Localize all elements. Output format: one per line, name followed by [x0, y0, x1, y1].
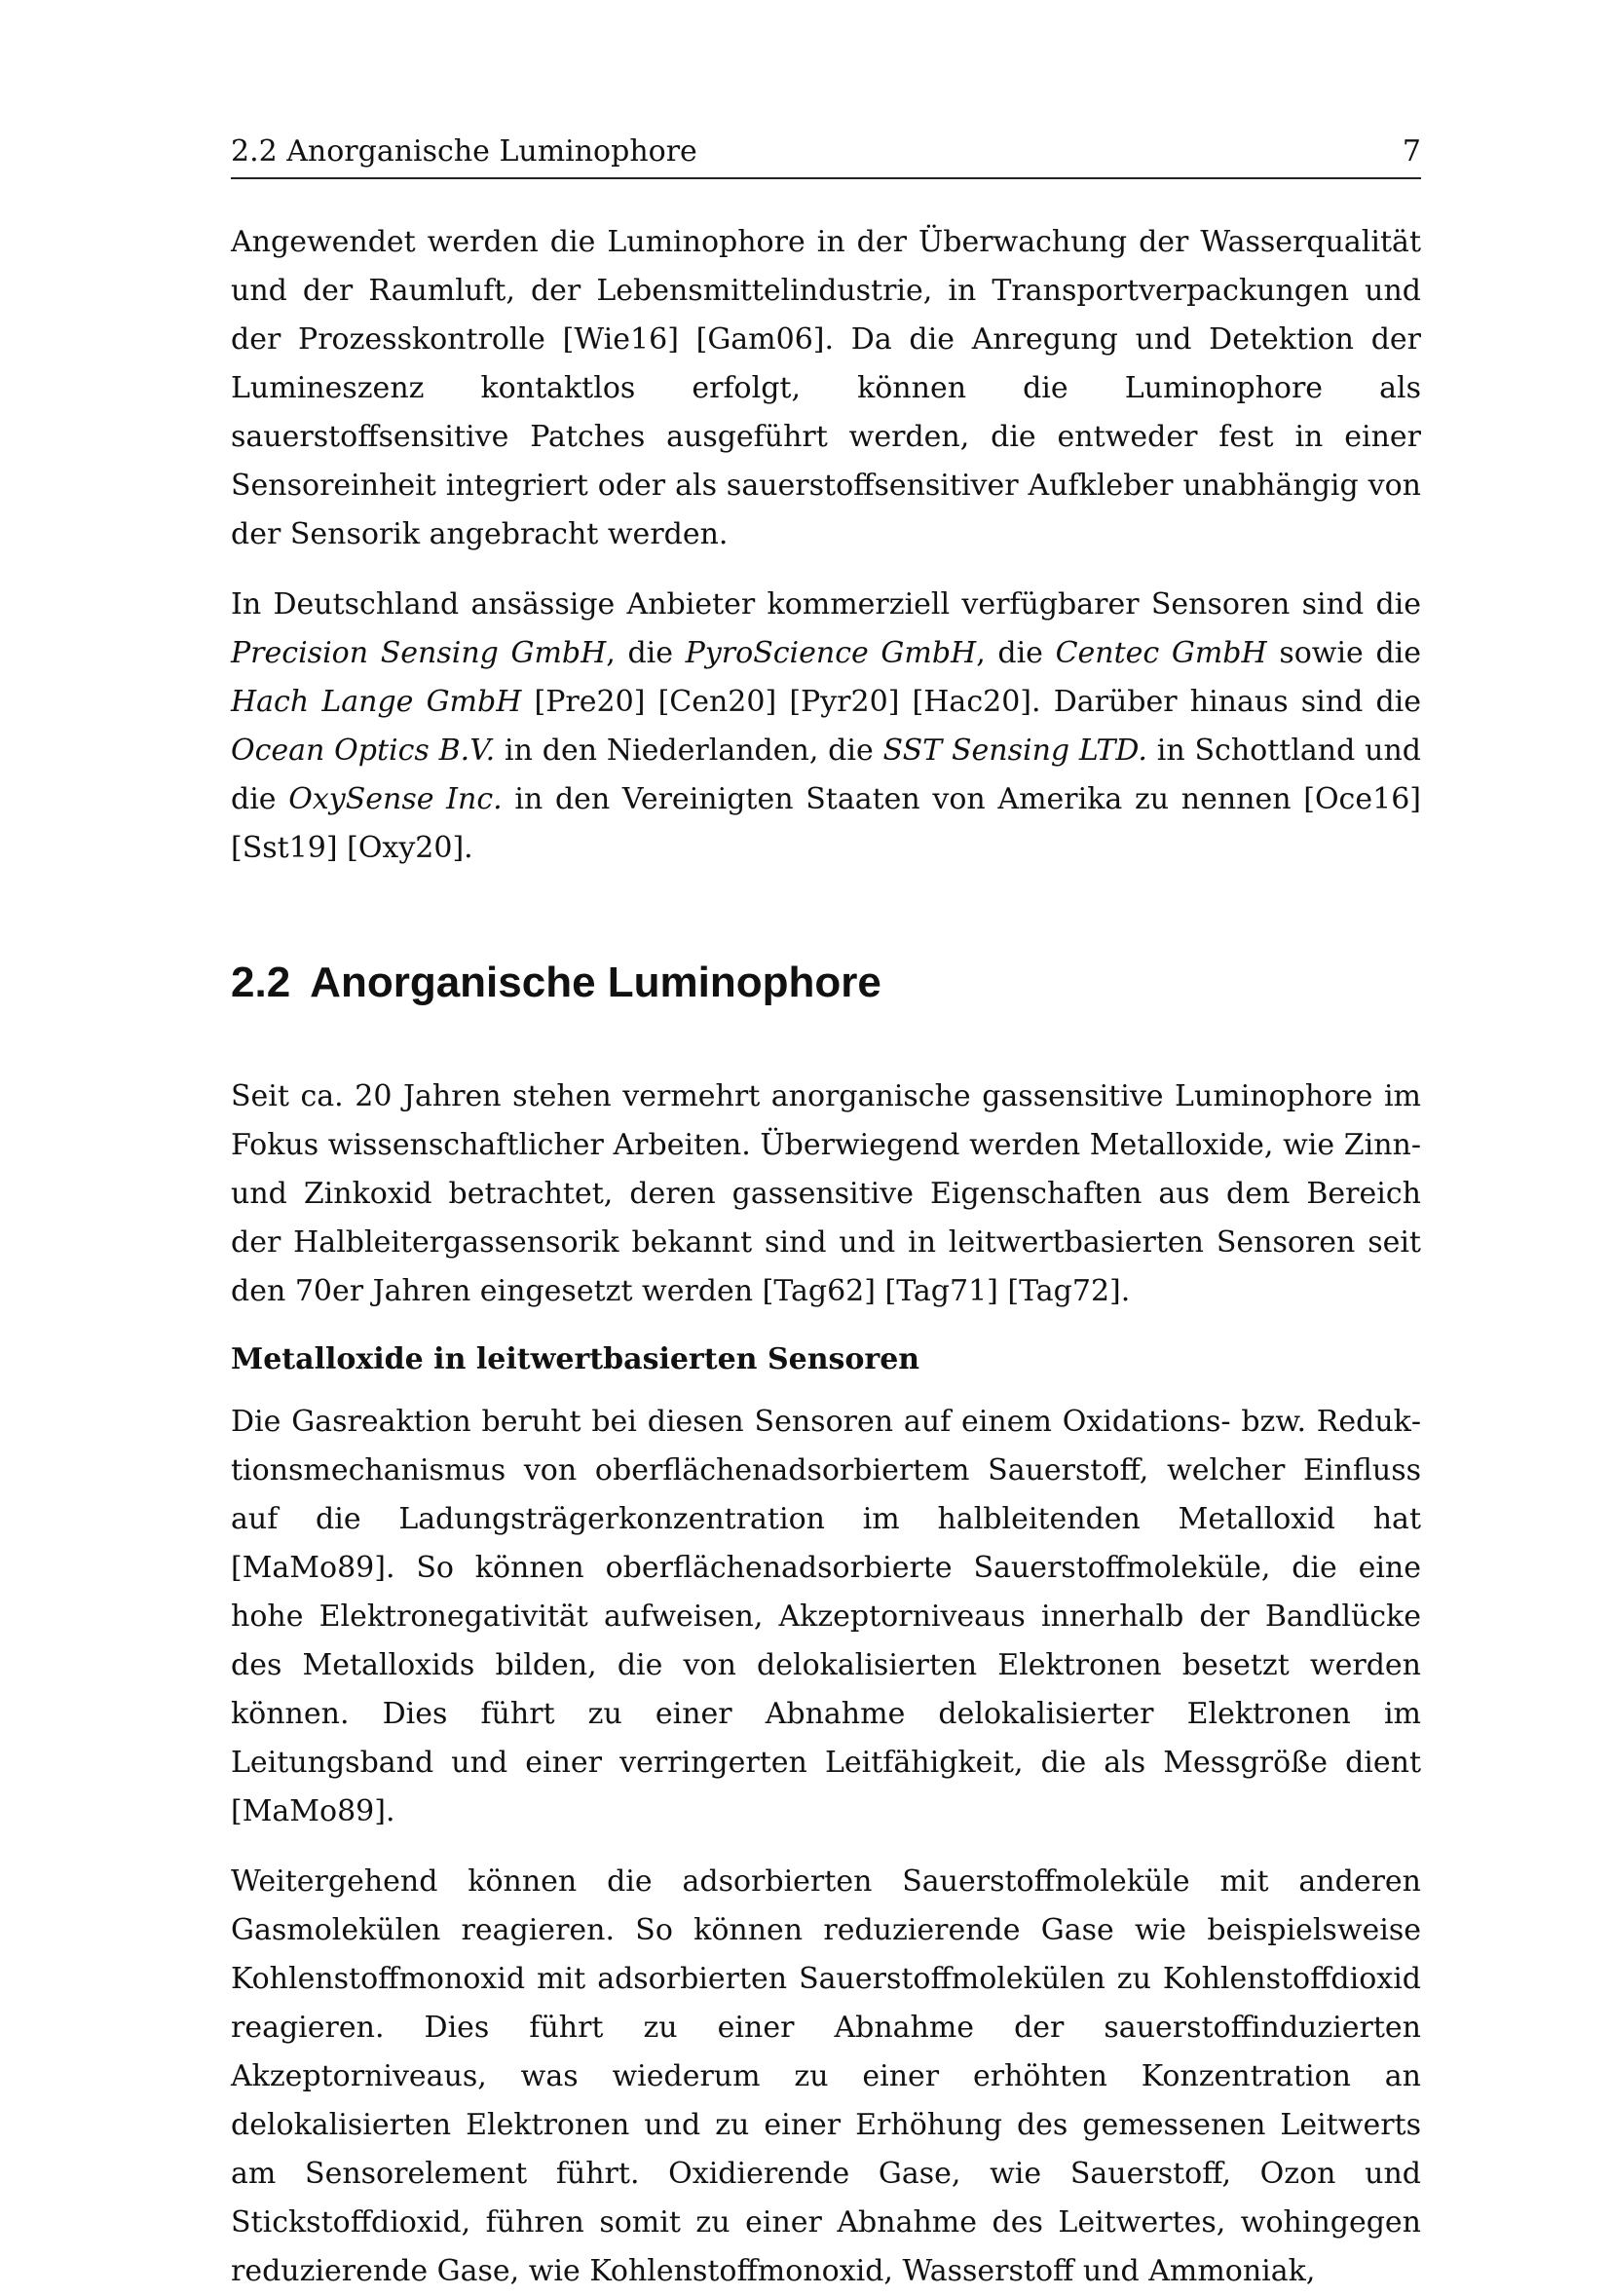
- company-name: OxySense Inc.: [288, 782, 503, 816]
- company-name: Centec GmbH: [1055, 636, 1267, 670]
- paragraph-applications: Angewendet werden die Luminophore in der Überwachung der Wasserqualität und der Raumluft, der Lebensmittelindustrie, in Transportverpackungen und der Prozesskontrolle [Wie16] [Gam06]. Da die Anregung und Detektion der Lumineszenz kontaktlos erfolgt, können die Luminophore als sauerstoffsensitive Patches ausgeführt werden, die entweder fest in einer Sensoreinheit integriert oder als sauerstoffsensitiver Aufkleber unabhängig von der Sensorik angebracht werden.: [231, 225, 1421, 551]
- paragraph-intro: Seit ca. 20 Jahren stehen vermehrt anorganische gassensitive Luminophore im Fokus wissenschaftlicher Arbeiten. Überwiegend werden Metalloxide, wie Zinn- und Zinkoxid betrachtet, deren gassensitive Eigenschaften aus dem Bereich der Halbleitergassensorik bekannt sind und in leitwertbasierten Sensoren seit den 70er Jahren eingesetzt werden [Tag62] [Tag71] [Tag72].: [231, 1079, 1421, 1308]
- section-heading: [231, 954, 1421, 1012]
- section-title: Anorganische Luminophore: [310, 959, 881, 1006]
- company-name: PyroScience GmbH: [685, 636, 977, 670]
- text-run: in den Vereinigten Staaten von Amerika zu nennen [Oce16] [Sst19] [Oxy20].: [231, 782, 1421, 865]
- subheading: Metalloxide in leitwertbasierten Sensoren: [231, 1342, 920, 1376]
- paragraph-suppliers: [231, 581, 1421, 873]
- page-number: 7: [1402, 134, 1421, 169]
- text-run: , die: [606, 636, 686, 670]
- running-header-section: 2.2 Anorganische Luminophore: [231, 134, 697, 169]
- page: [231, 127, 1421, 2296]
- text-run: in den Niederlanden, die: [495, 734, 883, 768]
- company-name: Hach Lange GmbH: [231, 685, 522, 719]
- running-header: [231, 127, 1421, 179]
- text-run: sowie die: [1266, 636, 1421, 670]
- paragraph-gas-reaction: Die Gasreaktion beruht bei diesen Sensoren auf einem Oxidations- bzw. Reduktionsmechanismus von oberflächenadsorbiertem Sauerstoff, welcher Einfluss auf die Ladungsträgerkonzentration im halbleitenden Metalloxid hat [MaMo89]. So können oberflächenadsorbierte Sauerstoffmoleküle, die eine hohe Elektronegativität aufweisen, Akzeptorniveaus innerhalb der Bandlücke des Metalloxids bilden, die von delokalisierten Elektronen besetzt werden können. Dies führt zu einer Abnahme delokalisierter Elektronen im Leitungsband und einer verringerten Leitfähigkeit, die als Messgröße dient [MaMo89].: [231, 1405, 1421, 1828]
- company-name: Precision Sensing GmbH: [231, 636, 607, 670]
- text-run: [Pre20] [Cen20] [Pyr20] [Hac20]. Darüber hinaus sind die: [521, 685, 1421, 719]
- company-name: Ocean Optics B.V.: [231, 734, 496, 768]
- text-run: , die: [976, 636, 1056, 670]
- company-name: SST Sensing LTD.: [882, 734, 1147, 768]
- paragraph-further-reactions: Weitergehend können die adsorbierten Sauerstoffmoleküle mit anderen Gasmolekülen reagieren. So können reduzierende Gase wie beispielsweise Kohlenstoffmonoxid mit adsorbierten Sauerstoffmolekülen zu Kohlenstoffdioxid reagieren. Dies führt zu einer Abnahme der sauerstoffinduzierten Akzeptorniveaus, was wiederum zu einer erhöhten Konzentration an delokalisierten Elektronen und zu einer Erhöhung des gemessenen Leitwerts am Sensorelement führt. Oxidierende Gase, wie Sauerstoff, Ozon und Stickstoffdioxid, führen somit zu einer Abnahme des Leitwertes, wohingegen reduzierende Gase, wie Kohlenstoffmonoxid, Wasserstoff und Ammoniak,: [231, 1864, 1421, 2288]
- section-number: 2.2: [231, 959, 291, 1006]
- text-run: In Deutschland ansässige Anbieter kommerziell verfügbarer Sensoren sind die: [231, 587, 1421, 621]
- text-run: in Schottland und die: [231, 734, 1421, 816]
